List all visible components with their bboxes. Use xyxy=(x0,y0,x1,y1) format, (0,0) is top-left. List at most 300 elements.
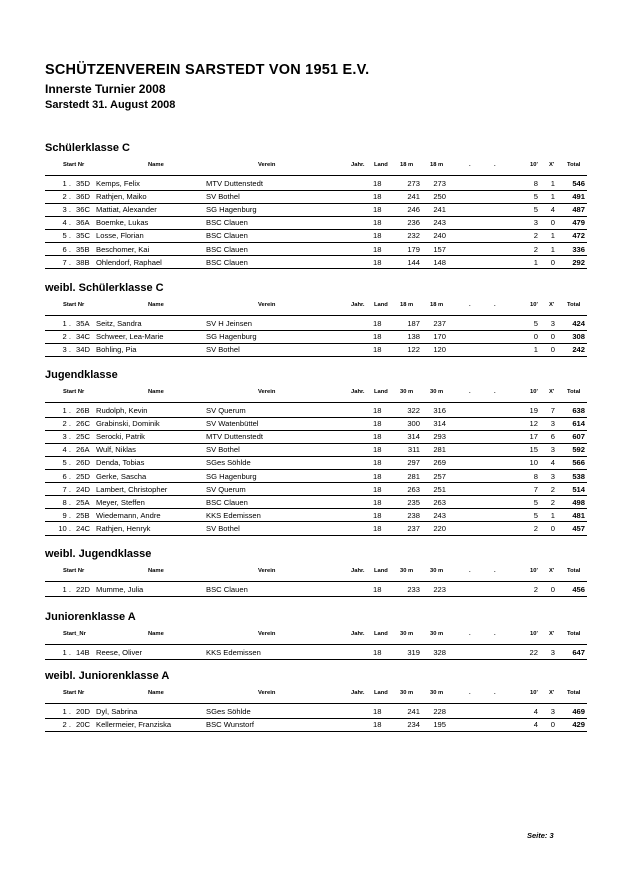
cell-total: 487 xyxy=(572,205,585,215)
table-row xyxy=(0,190,620,203)
cell-jahr: 18 xyxy=(373,445,382,455)
column-header xyxy=(0,302,620,314)
table-row xyxy=(0,583,620,596)
cell-nr: 34C xyxy=(76,332,90,342)
section-title: weibl. Schülerklasse C xyxy=(45,282,164,294)
cell-s1: 234 xyxy=(407,720,420,730)
cell-verein: SG Hagenburg xyxy=(206,471,257,481)
cell-nr: 35B xyxy=(76,244,90,254)
cell-x: 0 xyxy=(550,523,555,533)
cell-rank: 6 . xyxy=(62,471,71,481)
cell-name: Wulf, Niklas xyxy=(96,445,136,455)
cell-ten: 19 xyxy=(529,406,538,415)
cell-nr: 26D xyxy=(76,458,90,468)
cell-verein: SV H Jeinsen xyxy=(206,319,253,328)
cell-x: 0 xyxy=(550,585,555,594)
cell-verein: SGes Söhlde xyxy=(206,458,251,468)
section-title: Schülerklasse C xyxy=(45,142,130,154)
cell-nr: 22D xyxy=(76,585,90,594)
cell-total: 566 xyxy=(572,458,585,468)
cell-total: 592 xyxy=(572,445,585,455)
cell-s1: 144 xyxy=(407,257,420,267)
cell-jahr: 18 xyxy=(373,205,382,215)
cell-s1: 297 xyxy=(407,458,420,468)
cell-rank: 10 . xyxy=(58,523,71,533)
column-header-land: Land xyxy=(374,302,388,308)
cell-jahr: 18 xyxy=(373,218,382,228)
cell-s2: 243 xyxy=(433,218,446,228)
cell-s2: 273 xyxy=(433,179,446,188)
cell-x: 0 xyxy=(550,332,555,342)
cell-s1: 233 xyxy=(407,585,420,594)
cell-jahr: 18 xyxy=(373,585,382,594)
column-header-verein: Verein xyxy=(258,162,276,168)
cell-name: Wiedemann, Andre xyxy=(96,510,161,520)
cell-s1: 319 xyxy=(407,648,420,657)
column-header-m30: 30 m xyxy=(400,389,414,395)
cell-s1: 238 xyxy=(407,510,420,520)
table-row xyxy=(0,330,620,343)
table-row xyxy=(0,522,620,535)
column-header-name: Name xyxy=(148,631,164,637)
table-row xyxy=(0,317,620,330)
column-header-total: Total xyxy=(567,302,581,308)
cell-nr: 26C xyxy=(76,419,90,429)
column-header-m30: 30 m xyxy=(400,690,414,696)
cell-x: 1 xyxy=(550,510,555,520)
cell-nr: 26A xyxy=(76,445,90,455)
cell-nr: 25D xyxy=(76,471,90,481)
cell-ten: 5 xyxy=(533,192,538,202)
cell-s2: 220 xyxy=(433,523,446,533)
cell-ten: 22 xyxy=(529,648,538,657)
cell-total: 491 xyxy=(572,192,585,202)
cell-rank: 2 . xyxy=(62,332,71,342)
column-header-dot: . xyxy=(494,389,496,395)
cell-s1: 281 xyxy=(407,471,420,481)
row-rule xyxy=(45,596,587,597)
cell-s2: 148 xyxy=(433,257,446,267)
table-row xyxy=(0,705,620,718)
column-header-start_nr_alt: Start_Nr xyxy=(63,631,86,637)
column-header-ten: 10' xyxy=(530,162,538,168)
cell-verein: SV Bothel xyxy=(206,445,240,455)
column-header-land: Land xyxy=(374,690,388,696)
cell-ten: 1 xyxy=(533,345,538,355)
cell-rank: 3 . xyxy=(62,345,71,355)
cell-jahr: 18 xyxy=(373,510,382,520)
column-header-m18: 18 m xyxy=(430,162,444,168)
header-rule xyxy=(45,644,587,645)
cell-x: 4 xyxy=(550,458,555,468)
cell-s1: 263 xyxy=(407,484,420,494)
cell-s1: 232 xyxy=(407,231,420,241)
cell-total: 242 xyxy=(572,345,585,355)
place-date: Sarstedt 31. August 2008 xyxy=(45,99,176,111)
cell-jahr: 18 xyxy=(373,345,382,355)
table-row xyxy=(0,203,620,216)
cell-ten: 2 xyxy=(533,585,538,594)
column-header-jahr: Jahr. xyxy=(351,568,365,574)
cell-s2: 120 xyxy=(433,345,446,355)
cell-jahr: 18 xyxy=(373,179,382,188)
cell-nr: 35A xyxy=(76,319,90,328)
cell-name: Beschomer, Kai xyxy=(96,244,150,254)
cell-x: 0 xyxy=(550,720,555,730)
cell-name: Reese, Oliver xyxy=(96,648,143,657)
cell-x: 3 xyxy=(550,707,555,716)
column-header-dot: . xyxy=(469,568,471,574)
table-row xyxy=(0,496,620,509)
row-rule xyxy=(45,731,587,732)
column-header-dot: . xyxy=(469,162,471,168)
column-header-m18: 18 m xyxy=(430,302,444,308)
cell-x: 6 xyxy=(550,432,555,442)
page-number: Seite: 3 xyxy=(527,831,554,840)
column-header-dot: . xyxy=(494,690,496,696)
cell-total: 479 xyxy=(572,218,585,228)
cell-total: 424 xyxy=(572,319,585,328)
cell-total: 607 xyxy=(572,432,585,442)
column-header-total: Total xyxy=(567,162,581,168)
cell-nr: 25C xyxy=(76,432,90,442)
cell-x: 0 xyxy=(550,257,555,267)
cell-total: 614 xyxy=(572,419,585,429)
cell-s2: 237 xyxy=(433,319,446,328)
column-header-dot: . xyxy=(494,631,496,637)
section-title: weibl. Jugendklasse xyxy=(45,548,152,560)
cell-nr: 24D xyxy=(76,484,90,494)
cell-x: 1 xyxy=(550,192,555,202)
column-header-land: Land xyxy=(374,162,388,168)
header-rule xyxy=(45,581,587,582)
cell-name: Kellermeier, Franziska xyxy=(96,720,172,730)
cell-name: Meyer, Steffen xyxy=(96,497,145,507)
cell-ten: 7 xyxy=(533,484,538,494)
column-header xyxy=(0,631,620,643)
cell-x: 1 xyxy=(550,179,555,188)
cell-jahr: 18 xyxy=(373,648,382,657)
header-rule xyxy=(45,175,587,176)
cell-total: 481 xyxy=(572,510,585,520)
section-title: Jugendklasse xyxy=(45,369,118,381)
column-header-name: Name xyxy=(148,568,164,574)
cell-s1: 311 xyxy=(407,445,420,455)
cell-s1: 138 xyxy=(407,332,420,342)
table-row xyxy=(0,216,620,229)
column-header-start_nr: Start Nr xyxy=(63,302,85,308)
column-header-dot: . xyxy=(494,302,496,308)
cell-x: 0 xyxy=(550,218,555,228)
cell-verein: BSC Wunstorf xyxy=(206,720,254,730)
cell-name: Rudolph, Kevin xyxy=(96,406,148,415)
cell-verein: KKS Edemissen xyxy=(206,648,261,657)
cell-ten: 8 xyxy=(533,471,538,481)
cell-ten: 4 xyxy=(533,720,538,730)
cell-ten: 8 xyxy=(533,179,538,188)
cell-ten: 15 xyxy=(529,445,538,455)
column-header-name: Name xyxy=(148,162,164,168)
column-header-jahr: Jahr. xyxy=(351,389,365,395)
column-header-total: Total xyxy=(567,568,581,574)
column-header-dot: . xyxy=(469,302,471,308)
column-header-jahr: Jahr. xyxy=(351,690,365,696)
cell-total: 472 xyxy=(572,231,585,241)
cell-s2: 243 xyxy=(433,510,446,520)
cell-nr: 36A xyxy=(76,218,90,228)
column-header-dot: . xyxy=(469,631,471,637)
cell-s2: 328 xyxy=(433,648,446,657)
section-title: Juniorenklasse A xyxy=(45,611,136,623)
cell-nr: 36D xyxy=(76,192,90,202)
cell-x: 3 xyxy=(550,319,555,328)
cell-jahr: 18 xyxy=(373,231,382,241)
cell-jahr: 18 xyxy=(373,419,382,429)
cell-total: 647 xyxy=(572,648,585,657)
cell-name: Mattiat, Alexander xyxy=(96,205,157,215)
row-rule xyxy=(45,268,587,269)
cell-jahr: 18 xyxy=(373,319,382,328)
cell-s1: 241 xyxy=(407,707,420,716)
cell-x: 0 xyxy=(550,345,555,355)
column-header-x: X' xyxy=(549,302,555,308)
cell-rank: 5 . xyxy=(62,458,71,468)
table-row xyxy=(0,718,620,731)
cell-jahr: 18 xyxy=(373,720,382,730)
column-header-m18: 18 m xyxy=(400,302,414,308)
column-header-verein: Verein xyxy=(258,389,276,395)
column-header-m30: 30 m xyxy=(430,690,444,696)
cell-name: Schweer, Lea-Marie xyxy=(96,332,164,342)
cell-name: Bohling, Pia xyxy=(96,345,137,355)
column-header-verein: Verein xyxy=(258,568,276,574)
cell-s2: 228 xyxy=(433,707,446,716)
cell-total: 498 xyxy=(572,497,585,507)
column-header-dot: . xyxy=(494,162,496,168)
cell-name: Lambert, Christopher xyxy=(96,484,168,494)
cell-jahr: 18 xyxy=(373,471,382,481)
column-header-ten: 10' xyxy=(530,690,538,696)
cell-name: Denda, Tobias xyxy=(96,458,145,468)
cell-s1: 179 xyxy=(407,244,420,254)
cell-s1: 273 xyxy=(407,179,420,188)
column-header-start_nr: Start Nr xyxy=(63,389,85,395)
cell-rank: 1 . xyxy=(62,707,71,716)
cell-jahr: 18 xyxy=(373,458,382,468)
cell-s2: 316 xyxy=(433,406,446,415)
column-header-name: Name xyxy=(148,302,164,308)
cell-s2: 314 xyxy=(433,419,446,429)
cell-jahr: 18 xyxy=(373,257,382,267)
cell-nr: 25B xyxy=(76,510,90,520)
table-row xyxy=(0,243,620,256)
cell-nr: 38B xyxy=(76,257,90,267)
cell-verein: BSC Clauen xyxy=(206,257,248,267)
cell-name: Boemke, Lukas xyxy=(96,218,149,228)
cell-ten: 10 xyxy=(529,458,538,468)
cell-verein: SG Hagenburg xyxy=(206,332,257,342)
cell-rank: 1 . xyxy=(62,179,71,188)
cell-total: 538 xyxy=(572,471,585,481)
cell-s2: 251 xyxy=(433,484,446,494)
cell-ten: 12 xyxy=(529,419,538,429)
cell-name: Gerke, Sascha xyxy=(96,471,147,481)
column-header-m30: 30 m xyxy=(400,631,414,637)
cell-nr: 26B xyxy=(76,406,90,415)
column-header-start_nr: Start Nr xyxy=(63,690,85,696)
cell-rank: 1 . xyxy=(62,648,71,657)
cell-jahr: 18 xyxy=(373,406,382,415)
cell-verein: BSC Clauen xyxy=(206,231,248,241)
cell-nr: 36C xyxy=(76,205,90,215)
cell-verein: MTV Duttenstedt xyxy=(206,179,263,188)
cell-s2: 293 xyxy=(433,432,446,442)
cell-s1: 246 xyxy=(407,205,420,215)
cell-s1: 236 xyxy=(407,218,420,228)
cell-ten: 5 xyxy=(533,497,538,507)
column-header-verein: Verein xyxy=(258,302,276,308)
cell-jahr: 18 xyxy=(373,332,382,342)
column-header-land: Land xyxy=(374,389,388,395)
cell-x: 4 xyxy=(550,205,555,215)
row-rule xyxy=(45,659,587,660)
column-header-name: Name xyxy=(148,389,164,395)
cell-rank: 4 . xyxy=(62,445,71,455)
cell-name: Kemps, Felix xyxy=(96,179,140,188)
cell-verein: SV Bothel xyxy=(206,523,240,533)
row-rule xyxy=(45,535,587,536)
cell-s2: 223 xyxy=(433,585,446,594)
cell-name: Dyl, Sabrina xyxy=(96,707,138,716)
cell-rank: 7 . xyxy=(62,257,71,267)
cell-total: 457 xyxy=(572,523,585,533)
cell-total: 638 xyxy=(572,406,585,415)
cell-nr: 14B xyxy=(76,648,90,657)
cell-ten: 5 xyxy=(533,510,538,520)
column-header-start_nr: Start Nr xyxy=(63,568,85,574)
cell-ten: 2 xyxy=(533,231,538,241)
cell-x: 2 xyxy=(550,484,555,494)
section-title: weibl. Juniorenklasse A xyxy=(45,670,170,682)
cell-nr: 34D xyxy=(76,345,90,355)
cell-s2: 240 xyxy=(433,231,446,241)
cell-rank: 7 . xyxy=(62,484,71,494)
table-row xyxy=(0,483,620,496)
cell-ten: 4 xyxy=(533,707,538,716)
cell-nr: 20C xyxy=(76,720,90,730)
cell-total: 292 xyxy=(572,257,585,267)
column-header-m30: 30 m xyxy=(400,568,414,574)
cell-x: 3 xyxy=(550,445,555,455)
cell-ten: 2 xyxy=(533,523,538,533)
cell-nr: 35D xyxy=(76,179,90,188)
column-header-total: Total xyxy=(567,631,581,637)
cell-rank: 2 . xyxy=(62,419,71,429)
column-header-land: Land xyxy=(374,631,388,637)
table-row xyxy=(0,404,620,417)
cell-x: 2 xyxy=(550,497,555,507)
cell-nr: 25A xyxy=(76,497,90,507)
column-header-m30: 30 m xyxy=(430,631,444,637)
cell-jahr: 18 xyxy=(373,523,382,533)
column-header-jahr: Jahr. xyxy=(351,302,365,308)
cell-rank: 6 . xyxy=(62,244,71,254)
column-header-jahr: Jahr. xyxy=(351,162,365,168)
column-header-name: Name xyxy=(148,690,164,696)
cell-x: 7 xyxy=(550,406,555,415)
column-header xyxy=(0,568,620,580)
cell-s1: 237 xyxy=(407,523,420,533)
cell-verein: BSC Clauen xyxy=(206,585,248,594)
cell-x: 1 xyxy=(550,244,555,254)
cell-verein: BSC Clauen xyxy=(206,497,248,507)
column-header xyxy=(0,162,620,174)
table-row xyxy=(0,256,620,269)
cell-verein: SV Querum xyxy=(206,484,246,494)
cell-s2: 281 xyxy=(433,445,446,455)
cell-s2: 195 xyxy=(433,720,446,730)
cell-name: Ohlendorf, Raphael xyxy=(96,257,162,267)
cell-jahr: 18 xyxy=(373,497,382,507)
cell-name: Rathjen, Maiko xyxy=(96,192,147,202)
column-header-dot: . xyxy=(469,389,471,395)
cell-ten: 5 xyxy=(533,205,538,215)
cell-name: Rathjen, Henryk xyxy=(96,523,151,533)
cell-ten: 5 xyxy=(533,319,538,328)
cell-name: Seitz, Sandra xyxy=(96,319,142,328)
cell-ten: 0 xyxy=(533,332,538,342)
cell-ten: 3 xyxy=(533,218,538,228)
cell-name: Serocki, Patrik xyxy=(96,432,145,442)
table-row xyxy=(0,456,620,469)
header-rule xyxy=(45,402,587,403)
column-header-ten: 10' xyxy=(530,302,538,308)
cell-name: Mumme, Julia xyxy=(96,585,144,594)
cell-verein: MTV Duttenstedt xyxy=(206,432,263,442)
cell-total: 514 xyxy=(572,484,585,494)
cell-jahr: 18 xyxy=(373,484,382,494)
cell-verein: SV Watenbüttel xyxy=(206,419,259,429)
column-header-land: Land xyxy=(374,568,388,574)
column-header-m18: 18 m xyxy=(400,162,414,168)
cell-total: 469 xyxy=(572,707,585,716)
column-header-x: X' xyxy=(549,568,555,574)
cell-verein: SV Bothel xyxy=(206,345,240,355)
column-header-x: X' xyxy=(549,389,555,395)
cell-total: 429 xyxy=(572,720,585,730)
column-header-m30: 30 m xyxy=(430,568,444,574)
cell-s1: 241 xyxy=(407,192,420,202)
cell-s1: 322 xyxy=(407,406,420,415)
column-header-x: X' xyxy=(549,690,555,696)
cell-ten: 1 xyxy=(533,257,538,267)
cell-jahr: 18 xyxy=(373,707,382,716)
column-header-ten: 10' xyxy=(530,568,538,574)
column-header-start_nr: Start Nr xyxy=(63,162,85,168)
cell-rank: 3 . xyxy=(62,205,71,215)
cell-name: Grabinski, Dominik xyxy=(96,419,160,429)
table-row xyxy=(0,229,620,242)
cell-ten: 2 xyxy=(533,244,538,254)
cell-nr: 35C xyxy=(76,231,90,241)
table-row xyxy=(0,177,620,190)
cell-x: 3 xyxy=(550,471,555,481)
cell-s2: 263 xyxy=(433,497,446,507)
tournament-title: Innerste Turnier 2008 xyxy=(45,82,166,96)
cell-verein: KKS Edemissen xyxy=(206,510,261,520)
cell-rank: 3 . xyxy=(62,432,71,442)
cell-s1: 122 xyxy=(407,345,420,355)
